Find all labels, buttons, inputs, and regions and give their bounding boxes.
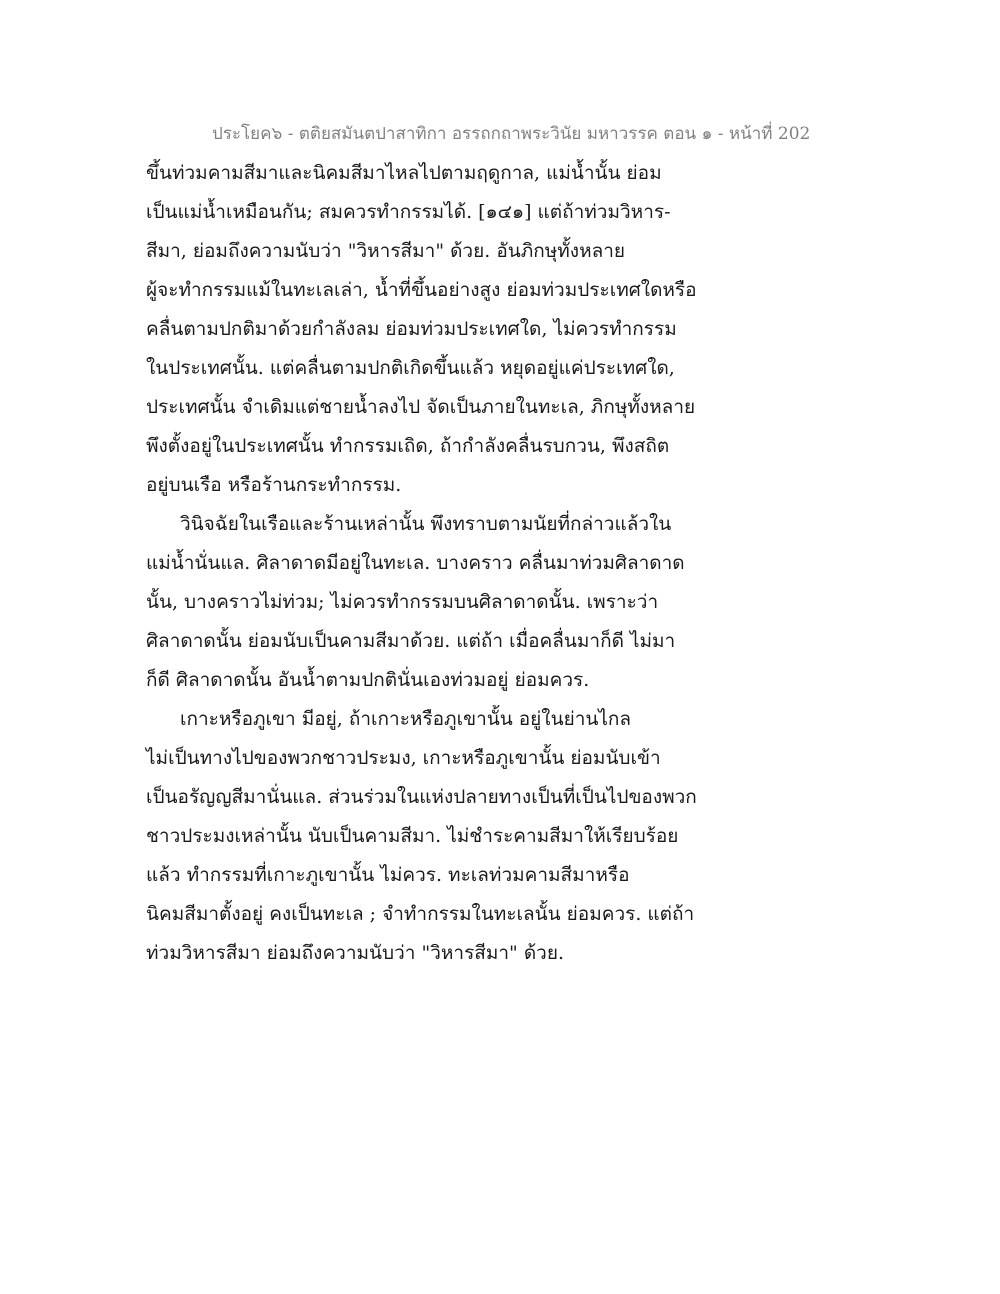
text-line: สีมา, ย่อมถึงความนับว่า "วิหารสีมา" ด้วย. อันภิกษุทั้งหลาย: [146, 240, 626, 262]
text-line: นั้น, บางคราวไม่ท่วม; ไม่ควรทำกรรมบนศิลาดาดนั้น. เพราะว่า: [146, 591, 659, 613]
text-line: เกาะหรือภูเขา มีอยู่, ถ้าเกาะหรือภูเขานั้น อยู่ในย่านไกล: [180, 708, 632, 730]
text-line: พึงตั้งอยู่ในประเทศนั้น ทำกรรมเถิด, ถ้ากำลังคลื่นรบกวน, พึงสถิต: [146, 435, 670, 457]
text-line: ก็ดี ศิลาดาดนั้น อันน้ำตามปกตินั่นเองท่วมอยู่ ย่อมควร.: [146, 669, 590, 691]
text-line: นิคมสีมาตั้งอยู่ คงเป็นทะเล ; จำทำกรรมในทะเลนั้น ย่อมควร. แต่ถ้า: [146, 903, 695, 925]
text-line: คลื่นตามปกติมาด้วยกำลังลม ย่อมท่วมประเทศใด, ไม่ควรทำกรรม: [146, 318, 677, 340]
running-header: ประโยค๖ - ตติยสมันตปาสาทิกา อรรถกถาพระวินัย มหาวรรค ตอน ๑ - หน้าที่ 202: [212, 124, 811, 144]
paragraph-2: [146, 505, 726, 700]
text-line: ผู้จะทำกรรมแม้ในทะเลเล่า, น้ำที่ขึ้นอย่างสูง ย่อมท่วมประเทศใดหรือ: [146, 279, 697, 301]
text-line: ในประเทศนั้น. แต่คลื่นตามปกติเกิดขึ้นแล้ว หยุดอยู่แค่ประเทศใด,: [146, 357, 675, 379]
text-line: แล้ว ทำกรรมที่เกาะภูเขานั้น ไม่ควร. ทะเลท่วมคามสีมาหรือ: [146, 864, 630, 886]
text-line: เป็นอรัญญสีมานั่นแล. ส่วนร่วมในแห่งปลายทางเป็นที่เป็นไปของพวก: [146, 786, 697, 808]
text-line: ไม่เป็นทางไปของพวกชาวประมง, เกาะหรือภูเขานั้น ย่อมนับเข้า: [146, 747, 661, 769]
paragraph-1: [146, 154, 726, 505]
body-text: [146, 154, 726, 973]
text-line: ท่วมวิหารสีมา ย่อมถึงความนับว่า "วิหารสีมา" ด้วย.: [146, 942, 565, 964]
paragraph-3: [146, 700, 726, 973]
text-line: เป็นแม่น้ำเหมือนกัน; สมควรทำกรรมได้. [๑๔๑] แต่ถ้าท่วมวิหาร-: [146, 201, 671, 223]
text-line: วินิจฉัยในเรือและร้านเหล่านั้น พึงทราบตามนัยที่กล่าวแล้วใน: [180, 513, 672, 535]
text-line: ศิลาดาดนั้น ย่อมนับเป็นคามสีมาด้วย. แต่ถ้า เมื่อคลื่นมาก็ดี ไม่มา: [146, 630, 676, 652]
text-line: ชาวประมงเหล่านั้น นับเป็นคามสีมา. ไม่ชำระคามสีมาให้เรียบร้อย: [146, 825, 679, 847]
text-line: อยู่บนเรือ หรือร้านกระทำกรรม.: [146, 474, 402, 496]
text-line: แม่น้ำนั่นแล. ศิลาดาดมีอยู่ในทะเล. บางคราว คลื่นมาท่วมศิลาดาด: [146, 552, 685, 574]
text-line: ประเทศนั้น จำเดิมแต่ชายน้ำลงไป จัดเป็นภายในทะเล, ภิกษุทั้งหลาย: [146, 396, 696, 418]
text-line: ขึ้นท่วมคามสีมาและนิคมสีมาไหลไปตามฤดูกาล, แม่น้ำนั้น ย่อม: [146, 162, 662, 184]
